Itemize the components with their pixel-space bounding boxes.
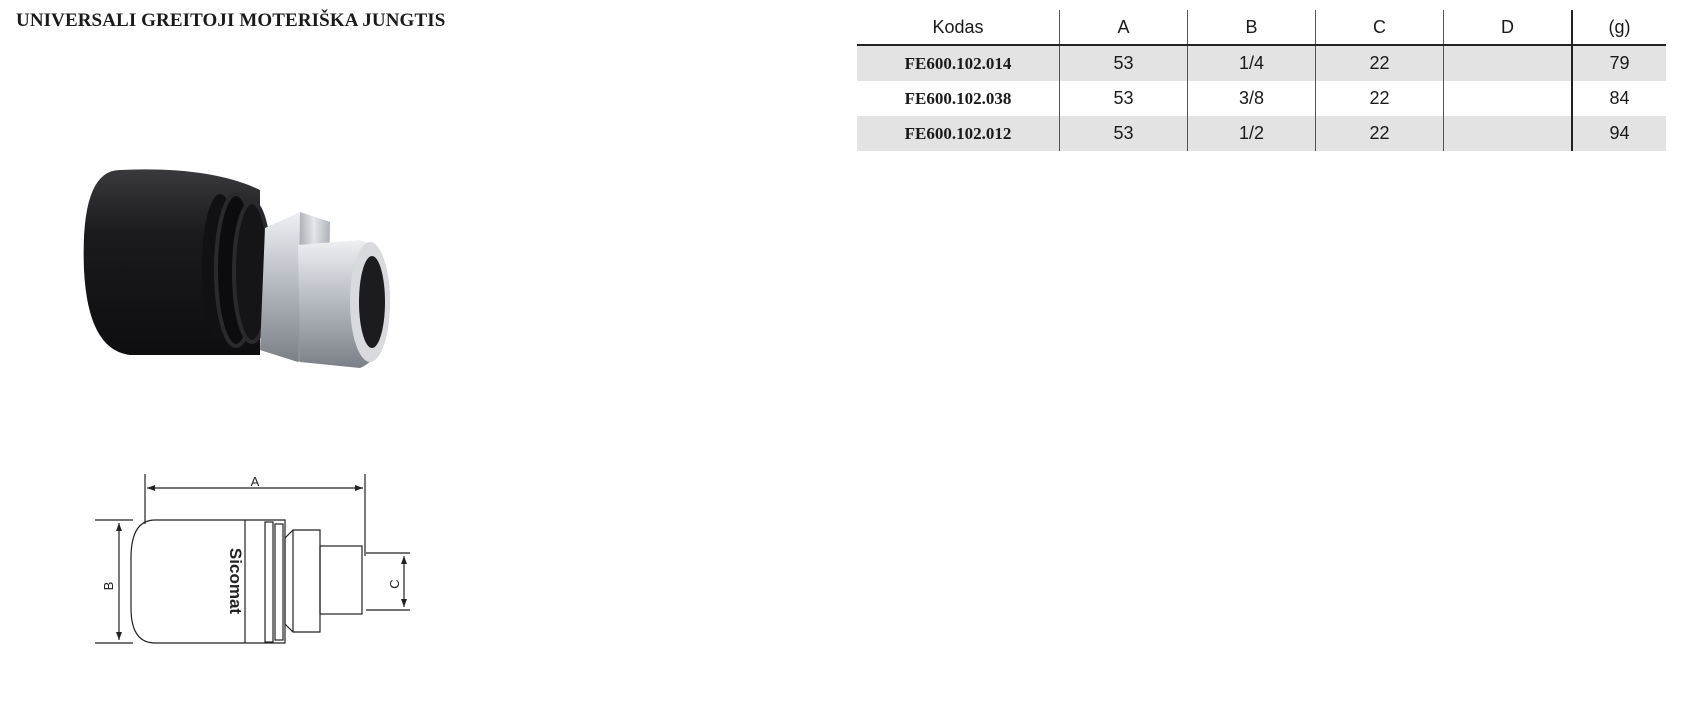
spec-table [857,10,1666,151]
col-header-a: A [1060,10,1188,45]
cell-code: FE600.102.038 [857,81,1060,116]
cell-c: 22 [1316,116,1444,151]
dimension-a-label: A [250,474,260,489]
cell-weight: 79 [1572,45,1666,81]
col-header-c: C [1316,10,1444,45]
coupling-photo [60,150,440,390]
dimension-b-label: B [101,581,116,591]
cell-d [1444,81,1573,116]
col-header-d: D [1444,10,1573,45]
table-row [857,45,1666,81]
table-row [857,116,1666,151]
cell-b: 1/4 [1188,45,1316,81]
cell-b: 3/8 [1188,81,1316,116]
table-row [857,81,1666,116]
cell-d [1444,116,1573,151]
cell-code: FE600.102.012 [857,116,1060,151]
cell-code: FE600.102.014 [857,45,1060,81]
col-header-weight: (g) [1572,10,1666,45]
cell-c: 22 [1316,81,1444,116]
cell-a: 53 [1060,45,1188,81]
dimension-drawing [95,468,435,708]
cell-weight: 84 [1609,88,1630,108]
dimension-c-label: C [387,579,402,589]
brand-mark: Sicomat [226,547,245,615]
cell-d [1444,45,1573,81]
cell-a: 53 [1060,116,1188,151]
col-header-kodas: Kodas [857,10,1060,45]
cell-weight: 94 [1572,116,1666,151]
cell-c: 22 [1316,45,1444,81]
cell-a: 53 [1060,81,1188,116]
cell-b: 1/2 [1188,116,1316,151]
col-header-b: B [1188,10,1316,45]
table-header-row [857,10,1666,45]
page-title: UNIVERSALI GREITOJI MOTERIŠKA JUNGTIS [16,10,446,31]
